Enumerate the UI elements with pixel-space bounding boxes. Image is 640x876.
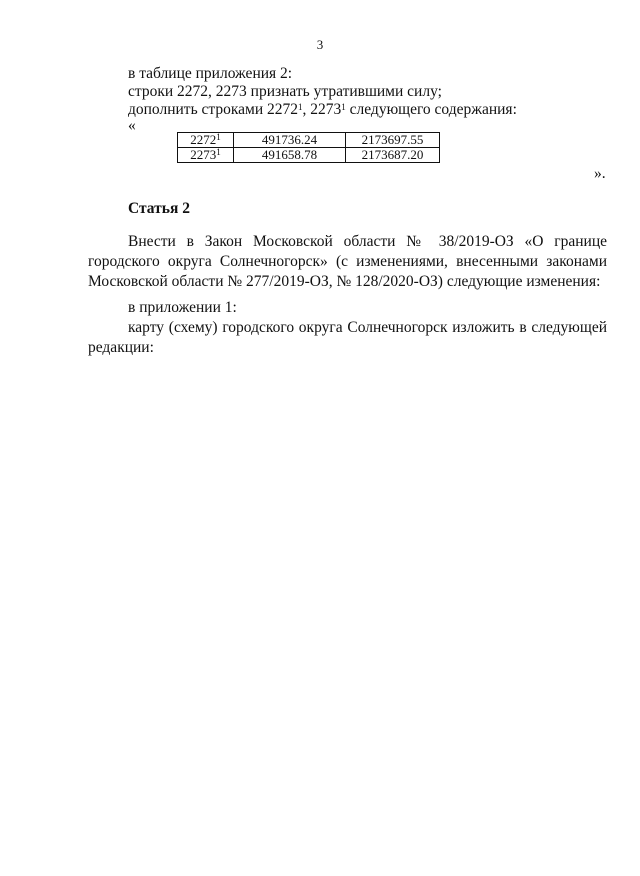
table-cell-y: 2173697.55 [346, 133, 440, 148]
table-cell-x: 491658.78 [234, 148, 346, 163]
amendment-line-rows-invalid: строки 2272, 2273 признать утратившими силу; [128, 83, 442, 100]
table-row [178, 148, 440, 163]
table-cell-point-number: 2272$^1$ [178, 133, 234, 148]
table-row [178, 133, 440, 148]
article-2-paragraph: Внести в Закон Московской области № 38/2019-ОЗ «О границе городского округа Солнечногорск» (с изменениями, внесенными законами Московской области № 277/2019-ОЗ, № 128/2020-ОЗ) следующие изменения: [88, 233, 607, 290]
opening-quote: « [128, 117, 136, 134]
table-cell-point-number: 2273$^1$ [178, 148, 234, 163]
closing-quote: ». [594, 165, 606, 182]
table-cell-x: 491736.24 [234, 133, 346, 148]
article-2-heading: Статья 2 [128, 200, 190, 217]
coordinates-table [177, 132, 440, 163]
superscript-1: 1 [298, 102, 303, 112]
table-cell-y: 2173687.20 [346, 148, 440, 163]
add-rows-text-3: следующего содержания: [345, 101, 517, 118]
superscript-2: 1 [341, 102, 346, 112]
add-rows-text-2: , 2273 [302, 101, 342, 118]
page-number: 3 [316, 37, 324, 52]
amendment-line-table-appendix: в таблице приложения 2: [128, 65, 293, 82]
amendment-line-add-rows [128, 101, 517, 119]
map-scheme-paragraph: карту (схему) городского округа Солнечногорск изложить в следующей редакции: [88, 319, 607, 356]
add-rows-text-1: дополнить строками 2272 [128, 101, 299, 118]
appendix-1-line: в приложении 1: [128, 299, 237, 316]
